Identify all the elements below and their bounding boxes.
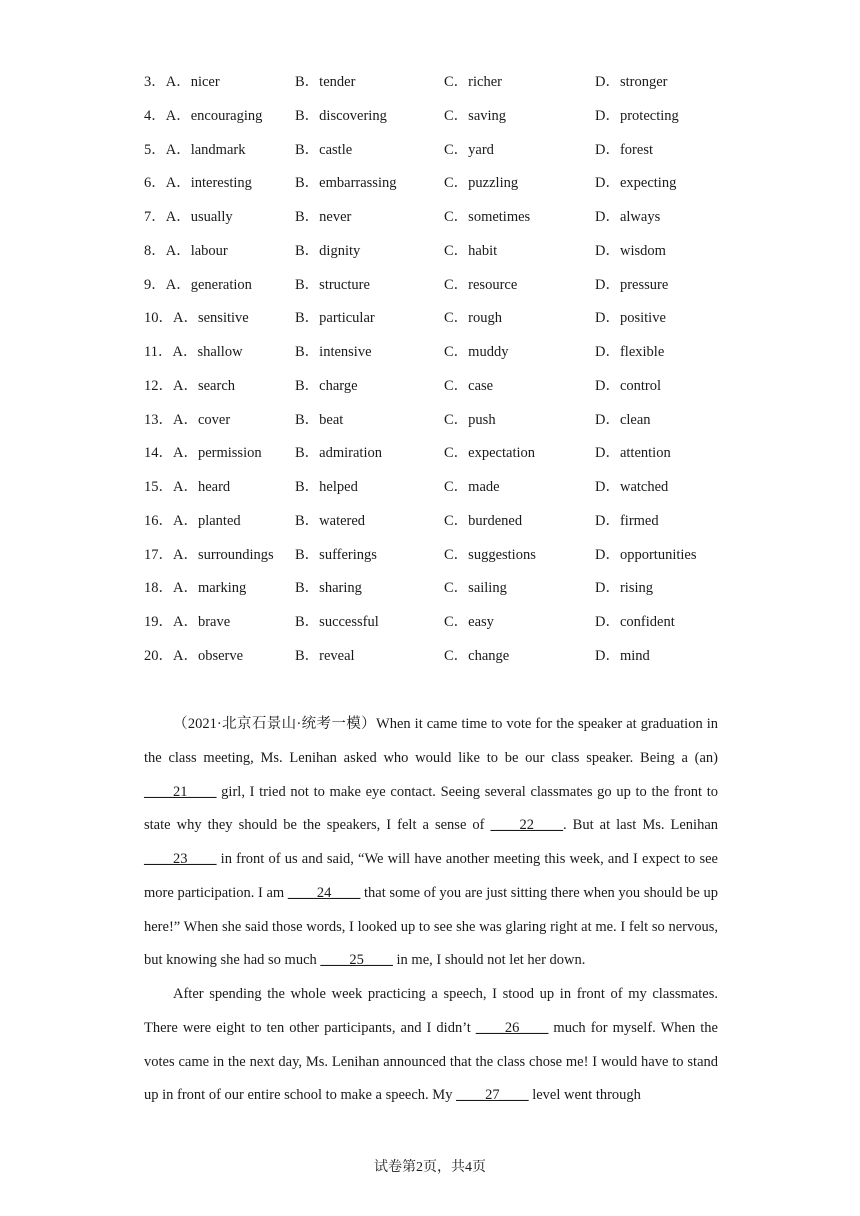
question-option-row [144, 370, 744, 404]
question-number-and-option-a [144, 404, 230, 438]
passage-text: that some of you are just sitting there when you should be up here!” When she said those words, I looked up to see she was glaring right at me. I felt so nervous, but knowing she had so much [144, 884, 718, 969]
passage-paragraph-1 [144, 708, 718, 978]
question-option-row [144, 404, 744, 438]
option-c: C．richer [444, 74, 502, 90]
question-option-row [144, 235, 744, 269]
option-d: D．protecting [595, 107, 679, 124]
question-number: 19． [144, 614, 173, 630]
option-c: C．resource [444, 276, 518, 293]
question-option-row [144, 437, 744, 471]
option-a: A．shallow [172, 344, 243, 360]
option-b: B．structure [295, 276, 370, 293]
option-b: B．dignity [295, 242, 361, 259]
option-d: D．opportunities [595, 546, 697, 563]
option-d: D．control [595, 377, 662, 394]
question-number-and-option-a [144, 167, 252, 201]
passage-text: （2021·北京石景山·统考一模）When it came time to vote for the speaker at graduation in the class meeting, Ms. Lenihan asked who would like to be our class speaker. Being a (an) [144, 716, 718, 766]
option-b: B．never [295, 209, 352, 225]
question-number: 6． [144, 175, 166, 192]
passage-text: much for myself. When the votes came in the next day, Ms. Lenihan announced that the class chose me! I would have to stand up in front of our entire school to make a speech. My [144, 1019, 718, 1104]
option-a: A．heard [173, 479, 231, 495]
question-number-and-option-a [144, 572, 246, 606]
option-d: D．firmed [595, 512, 659, 529]
option-a: A．permission [173, 445, 262, 462]
passage-text: girl, I tried not to make eye contact. Seeing several classmates go up to the front to state why they should be the speakers, I felt a sense of [144, 783, 718, 834]
question-number-and-option-a [144, 606, 230, 640]
question-option-row [144, 134, 744, 168]
question-option-row [144, 336, 744, 370]
option-b: B．particular [295, 310, 375, 327]
answer-options-list [144, 66, 744, 674]
option-a: A．marking [173, 580, 247, 597]
option-a: A．labour [165, 242, 228, 259]
answer-blank: ____27____ [456, 1087, 529, 1104]
question-option-row [144, 302, 744, 336]
option-a: A．cover [173, 411, 231, 428]
question-number: 8． [144, 242, 166, 259]
option-d: D．flexible [595, 344, 665, 360]
question-number: 3． [144, 74, 166, 90]
question-option-row [144, 572, 744, 606]
option-b: B．admiration [295, 445, 382, 462]
option-b: B．discovering [295, 107, 387, 124]
question-number: 13． [144, 411, 173, 428]
question-number-and-option-a [144, 269, 252, 303]
question-number: 10． [144, 310, 173, 327]
option-b: B．watered [295, 512, 366, 529]
option-c: C．expectation [444, 445, 536, 462]
question-number-and-option-a [144, 370, 235, 404]
answer-blank: ____25____ [320, 952, 393, 969]
option-d: D．attention [595, 445, 671, 462]
option-a: A．landmark [165, 141, 246, 158]
option-b: B．embarrassing [295, 175, 397, 192]
option-a: A．observe [173, 647, 244, 664]
option-d: D．stronger [595, 74, 668, 90]
option-d: D．clean [595, 411, 651, 428]
option-b: B．sharing [295, 580, 362, 597]
question-number-and-option-a [144, 201, 233, 235]
option-c: C．made [444, 479, 500, 495]
question-number-and-option-a [144, 66, 220, 100]
option-a: A．search [173, 377, 236, 394]
option-b: B．castle [295, 141, 353, 158]
option-a: A．surroundings [173, 546, 274, 563]
option-a: A．nicer [165, 74, 220, 90]
question-option-row [144, 640, 744, 674]
question-option-row [144, 201, 744, 235]
answer-blank: ____22____ [490, 817, 564, 834]
option-c: C．sometimes [444, 209, 531, 225]
question-number-and-option-a [144, 302, 249, 336]
cloze-passage [144, 708, 718, 1113]
question-option-row [144, 539, 744, 573]
option-c: C．habit [444, 242, 498, 259]
option-d: D．positive [595, 310, 666, 327]
question-number-and-option-a [144, 235, 228, 269]
option-d: D．watched [595, 479, 669, 495]
passage-text: in me, I should not let her down. [392, 952, 586, 969]
option-d: D．expecting [595, 175, 677, 192]
answer-blank: ____26____ [475, 1019, 549, 1036]
option-c: C．suggestions [444, 546, 536, 563]
option-a: A．brave [173, 614, 231, 630]
option-a: A．usually [165, 209, 233, 225]
option-c: C．saving [444, 107, 507, 124]
question-option-row [144, 66, 744, 100]
option-a: A．encouraging [165, 107, 263, 124]
option-c: C．easy [444, 614, 494, 630]
passage-text: After spending the whole week practicing a speech, I stood up in front of my classmates. There were eight to ten other participants, and I didn’t [144, 986, 718, 1036]
question-number: 18． [144, 580, 173, 597]
option-b: B．beat [295, 411, 344, 428]
option-b: B．charge [295, 377, 358, 394]
option-c: C．puzzling [444, 175, 519, 192]
answer-blank: ____23____ [144, 851, 217, 867]
option-d: D．wisdom [595, 242, 666, 259]
option-b: B．reveal [295, 647, 355, 664]
question-number-and-option-a [144, 539, 274, 573]
question-number: 4． [144, 107, 166, 124]
question-number-and-option-a [144, 336, 243, 370]
option-c: C．sailing [444, 580, 507, 597]
option-b: B．tender [295, 74, 356, 90]
question-number-and-option-a [144, 471, 230, 505]
question-option-row [144, 167, 744, 201]
option-b: B．successful [295, 614, 379, 630]
option-c: C．change [444, 647, 510, 664]
option-d: D．pressure [595, 276, 669, 293]
passage-text: level went through [528, 1087, 641, 1104]
option-d: D．rising [595, 580, 653, 597]
question-number: 7． [144, 209, 166, 225]
option-c: C．case [444, 377, 494, 394]
question-number: 9． [144, 276, 166, 293]
option-c: C．push [444, 411, 496, 428]
answer-blank: ____21____ [144, 783, 217, 800]
option-d: D．forest [595, 141, 653, 158]
option-d: D．always [595, 209, 661, 225]
question-number: 17． [144, 546, 173, 563]
question-number: 15． [144, 479, 173, 495]
option-b: B．sufferings [295, 546, 377, 563]
option-a: A．interesting [165, 175, 252, 192]
question-number-and-option-a [144, 505, 241, 539]
question-option-row [144, 100, 744, 134]
option-c: C．burdened [444, 512, 523, 529]
question-option-row [144, 606, 744, 640]
option-a: A．planted [173, 512, 241, 529]
question-number-and-option-a [144, 437, 262, 471]
question-number: 16． [144, 512, 173, 529]
option-c: C．rough [444, 310, 502, 327]
question-number: 20． [144, 647, 173, 664]
question-option-row [144, 505, 744, 539]
question-number-and-option-a [144, 640, 243, 674]
question-option-row [144, 269, 744, 303]
page-footer: 试卷第2页，共4页 [374, 1160, 486, 1175]
question-number: 12． [144, 377, 173, 394]
question-number-and-option-a [144, 134, 245, 168]
option-c: C．muddy [444, 344, 509, 360]
option-c: C．yard [444, 141, 494, 158]
option-a: A．generation [165, 276, 252, 293]
answer-blank: ____24____ [287, 884, 361, 901]
question-number: 11． [144, 344, 173, 360]
question-number-and-option-a [144, 100, 262, 134]
passage-text: . But at last Ms. Lenihan [563, 817, 719, 834]
option-a: A．sensitive [173, 310, 249, 327]
question-number: 14． [144, 445, 173, 462]
passage-text: in front of us and said, “We will have another meeting this week, and I expect to see more participation. I am [144, 851, 718, 901]
question-number: 5． [144, 141, 166, 158]
passage-paragraph-2 [144, 978, 718, 1113]
option-d: D．confident [595, 614, 675, 630]
option-b: B．helped [295, 479, 358, 495]
option-b: B．intensive [295, 344, 372, 360]
question-option-row [144, 471, 744, 505]
option-d: D．mind [595, 647, 650, 664]
